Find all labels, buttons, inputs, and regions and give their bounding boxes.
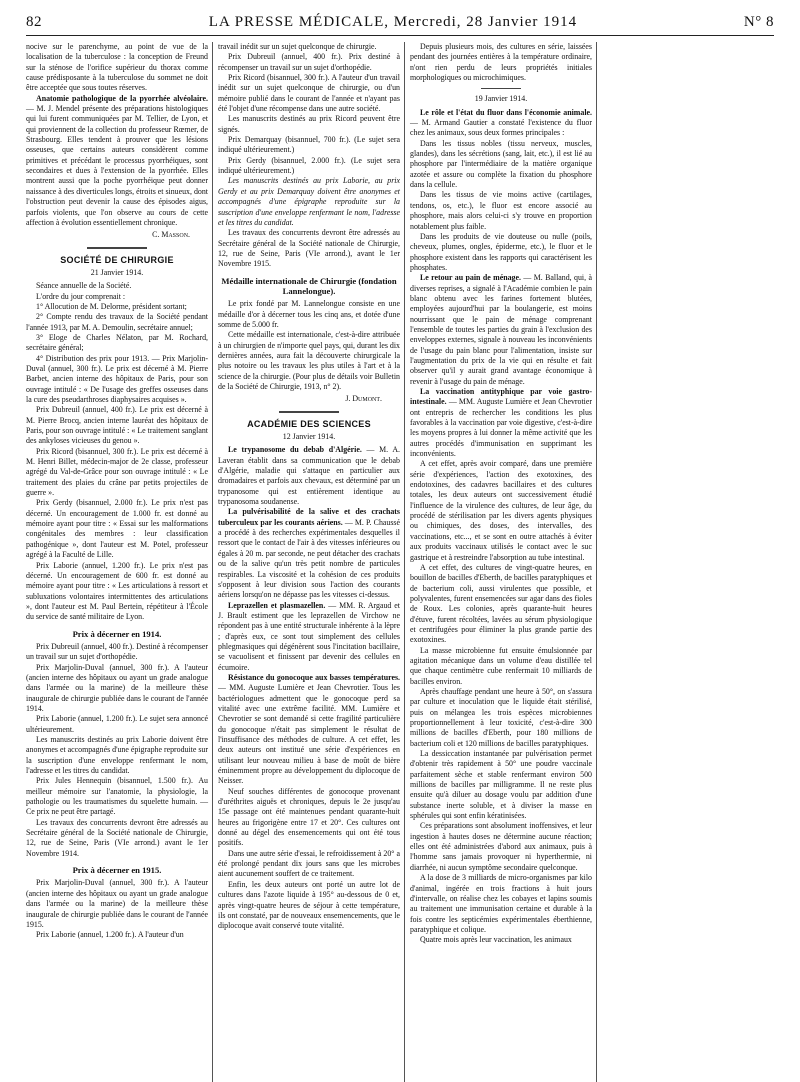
paragraph: Prix Demarquay (bisannuel, 700 fr.). (Le sujet sera indiqué ultérieurement.) [218,135,400,155]
agenda-item: 3° Eloge de Charles Nélaton, par M. Rochard, secrétaire général; [26,332,208,353]
section-divider [279,411,339,413]
paragraph: Après chauffage pendant une heure à 50°, on s'assura par culture et inoculation que le liquide était stérilisé, puis on mélangea les trois espèces microbiennes proportionnellement à leur toxicité, c'est-à-dire 300 millions de bacilles d'Eberth, pour 180 millions de bacterium coli et 120 millions de bacilles paratyphiques. [410,686,592,748]
article-title: Anatomie pathologique de la pyorrhée alvéolaire. [36,93,208,103]
paragraph: L'ordre du jour comprenait : [36,291,126,301]
paragraph: Le prix fondé par M. Lannelongue consiste en une médaille d'or à décerner tous les cinq ans, et dotée d'une somme de 5.000 fr. [218,299,400,329]
paragraph: — M. A. Laveran établit dans sa communication que le debab d'Algérie, maladie qui s'attaque en particulier aux dromadaires et parfois aux chevaux, est déterminé par un trypanosome qui est entièrement identique au trypanosoma soudanense. [218,445,400,507]
paragraph: Prix Gerdy (bisannuel, 2.000 fr.). (Le sujet sera indiqué ultérieurement.) [218,155,400,176]
issue-number: N° 8 [743,14,774,30]
paragraph: Prix Marjolin-Duval (annuel, 300 fr.). A l'auteur (ancien interne des hôpitaux ou ayant un grade analogue dans l'armée ou la marine) de la meilleure thèse inaugurale de chirurgie publiée dans le courant de l'année 1914. [26,662,208,713]
paragraph: Les manuscrits destinés au prix Laborie doivent être anonymes et accompagnés d'une épigraphe reproduite sur la suscription d'une enveloppe renfermant le nom, l'adresse et les titres du candidat. [26,735,208,776]
paragraph: Prix Gerdy (bisannuel, 2.000 fr.). Le prix n'est pas décerné. Un encouragement de 1.000 fr. est donné au mémoire ayant pour titre : « Essai sur les malformations congénitales des membres : leur classification pathogénique », dont l'auteur est M. Potel, professeur agrégé à la Faculté de Lille. [26,498,208,560]
paragraph: Prix Dubreuil (annuel, 400 fr.). Destiné à récompenser un travail sur un sujet d'orthopédie. [26,641,208,662]
page-number: 82 [26,14,42,30]
paragraph: Prix Dubreuil (annuel, 400 fr.). Le prix est décerné à M. Pierre Brocq, ancien interne lauréat des hôpitaux de Paris, pour son ouvrage intitulé : « Le traitement sanglant des ankyloses vicieuses du genou ». [26,405,208,446]
paragraph: Dans une autre série d'essai, le refroidissement à 20° a été prolongé pendant dix jours sans que les microbes aient aucunement souffert de ce traitement. [218,848,400,879]
session-date: 19 Janvier 1914. [474,94,528,104]
paragraph: Dans les tissus de vie moins active (cartilages, tendons, os, etc.), le fluor est encore associé au phosphore, mais alors celui-ci s'y trouve en proportion notablement plus faible. [410,190,592,231]
article-title: Le retour au pain de ménage. [420,273,521,283]
session-date: 12 Janvier 1914. [282,432,336,442]
paragraph: Prix Jules Hennequin (bisannuel, 1.500 fr.). Au meilleur mémoire sur l'anatomie, la physiologie, la pathologie ou les traumatismes du squelette humain. — Ce prix ne peut être partagé. [26,776,208,817]
paragraph: — MM. Auguste Lumière et Jean Chevrotier. Tous les bactériologues admettent que le gonocoque perd sa vitalité avec une extrême facilité. MM. Lumière et Chevrotier se sont demandé si cette fragilité particulière du gonocoque n'était pas simplement le résultat de l'insuffisance des méthodes de culture. A cet effet, les deux auteurs ont institué une série d'expériences en utilisant leur nouveau milieu à base de moût de bière éminemment propre au développement du diplocoque de Neisser. [218,683,400,786]
section-heading: SOCIÉTÉ DE CHIRURGIE [60,254,174,265]
article-title: La pulvérisabilité de la salive et des crachats tuberculeux par les courants aériens. [218,507,400,527]
agenda-item: 4° Distribution des prix pour 1913. — Prix Marjolin-Duval (annuel, 300 fr.). Le prix est décerné à M. Pierre Barbet, ancien interne des hôpitaux de Paris, pour son ouvrage intitulé : « De l'usage des greffes osseuses dans la cure des pseudarthroses diaphysaires acquises ». [26,353,208,404]
header-rule [26,35,774,36]
column-2 [218,42,400,1082]
paragraph: Quatre mois après leur vaccination, les animaux [420,935,572,945]
paragraph: — M. J. Mendel présente des préparations histologiques qui lui furent communiquées par M. Tellier, de Lyon, et qui proviennent de la collection du professeur Rœmer, de Strasbourg. Elles tendent à prouver que les lésions osseuses, que certains auteurs considèrent comme primitives et précédant le processus pyorrhéiques, sont secondaires et dues à l'extension de la pyorrhée. Elles montrent aussi que la poche pyorrhéique peut donner naissance à des diverticules longs, étroits et sinueux, dont l'obstruction peut devenir la cause des épisodes aigus, parfois violents, que l'on observe au cours de cette affection à évolution essentiellement chronique. [26,104,208,227]
session-date: 21 Janvier 1914. [90,267,144,277]
section-divider [87,247,147,249]
paragraph: Dans les produits de vie douteuse ou nulle (poils, cheveux, plumes, ongles, épiderme, etc.), le fluor et le phosphore existent dans les rapports qui caractérisent les phosphates. [410,231,592,272]
paragraph: — MM. R. Argaud et J. Brault estiment que les leprazellen de Virchow ne répondent pas à une entité structurale inhérente à la lèpre ; d'après eux, ce sont tout simplement des cellules phlegmasiques qui dégénèrent sous l'incitation bacillaire, se vacuolisent et finissent par devenir des cellules en écumoire. [218,600,400,672]
subsection-heading: Médaille internationale de Chirurgie (fondation Lannelongue). [221,275,397,296]
paragraph: Neuf souches différentes de gonocoque provenant d'uréthrites aiguës et chroniques, depuis le 2e jusqu'au 15e passage ont été maintenues pendant quarante-huit heures au frigorigène entre 17 et 20°. Ces cultures ont donné au dégel des ensemencements qui ont été tous positifs. [218,786,400,848]
section-heading: ACADÉMIE DES SCIENCES [247,418,371,429]
paragraph: A cet effet, des cultures de vingt-quatre heures, en bouillon de bacilles d'Eberth, de bacilles paratyphiques et de bacterium coli, aussi virulentes que possible, et polyvalentes, furent ensemencées sur agar dans des fioles de Roux. Les colonies, après quarante-huit heures d'étuve, furent récoltées, lavées au sérum physiologique et centrifugées pour éliminer la plus grande partie des exotoxines. [410,562,592,645]
agenda-item: 1° Allocution de M. Delorme, président sortant; [36,301,187,311]
paragraph: Les manuscrits destinés au prix Laborie, au prix Gerdy et au prix Demarquay doivent être anonymes et accompagnés d'une épigraphe reproduite sur la suscription d'une enveloppe renfermant le nom, l'adresse et les titres du candidat. [218,176,400,227]
paragraph: Prix Laborie (annuel, 1.200 fr.). Le sujet sera annoncé ultérieurement. [26,714,208,734]
journal-title: LA PRESSE MÉDICALE, Mercredi, 28 Janvier 1914 [208,14,578,30]
paragraph: travail inédit sur un sujet quelconque de chirurgie. [218,42,377,51]
paragraph: Enfin, les deux auteurs ont porté un autre lot de cultures dans l'azote liquide à 195° au-dessous de 0 et, après vingt-quatre heures de séjour à cette température, ils ont constaté, par de nouveaux ensemencements, que le diplocoque avait conservé toute vitalité. [218,879,400,931]
divider [481,88,521,89]
paragraph: Les manuscrits destinés au prix Ricord peuvent être signés. [218,114,400,134]
paragraph: Prix Ricord (bisannuel, 300 fr.). A l'auteur d'un travail inédit sur un sujet quelconque de chirurgie, ou d'un mémoire publié dans le courant de l'année et n'ayant pas été l'objet d'une récompense dans une autre société. [218,73,400,114]
paragraph: Dans les tissus nobles (tissu nerveux, muscles, glandes), dans les sécrétions (sang, lait, etc.), il est lié au phosphore par l'intermédiaire de la matière organique azotée et assure ou complète la fixation du phosphore dans la cellule. [410,138,592,190]
page-header [26,14,774,31]
column-1 [26,42,208,1082]
paragraph: La dessiccation instantanée par pulvérisation permet d'obtenir très rapidement à 50° une poudre vaccinale parfaitement sèche et stable renfermant environ 500 millions de bacilles par milligramme. Il ne reste plus ensuite qu'à diluer au dosage voulu par addition d'une substance inerte soluble, et à diviser la masse en sphérules qui sont enfin kératinisées. [410,749,592,821]
article-title: La vaccination antityphique par voie gastro-intestinale. [410,387,592,407]
paragraph: Prix Ricord (bisannuel, 300 fr.). Le prix est décerné à M. Henri Billet, médecin-major de 2e classe, professeur agrégé du Val-de-Grâce pour son ouvrage intitulé : « Le traitement des plaies du crâne par petits projectiles de guerre ». [26,446,208,498]
paragraph: — M. Balland, qui, à diverses reprises, a signalé à l'Académie combien le pain blanc obtenu avec les farines fortement blutées, employées aujourd'hui par la boulangerie, est moins nourrissant que le pain de ménage comprenant l'ensemble de toutes les parties du grain à l'exclusion des enveloppes externes, signale à nouveau les inconvénients de l'usage du pain blanc pour l'alimentation, insiste sur l'augmentation du prix de la vie qui en résulte et fait observer qu'il y aurait grand avantage économique à revenir à l'usage du pain de ménage. [410,273,593,386]
agenda-item: 2° Compte rendu des travaux de la Société pendant l'année 1913, par M. A. Demoulin, secrétaire annuel; [26,312,208,332]
paragraph: Depuis plusieurs mois, des cultures en série, laissées pendant des journées entières à la température ordinaire, n'ont rien perdu de leurs propriétés initiales morphologiques ou microchimiques. [410,42,592,83]
column-3 [410,42,592,1082]
paragraph: — M. Armand Gautier a constaté l'existence du fluor chez les animaux, sous deux formes principales : [410,118,592,138]
paragraph: Ces préparations sont absolument inoffensives, et leur ingestion à hautes doses ne détermine aucune réaction; elles ont été administrées d'abord aux animaux, puis à l'homme sans jamais provoquer ni hyperthermie, ni diarrhée, ni aucun symptôme secondaire quelconque. [410,821,592,872]
columns [26,42,774,1082]
subsection-heading: Prix à décerner en 1914. [72,628,162,639]
paragraph: La masse microbienne fut ensuite émulsionnée par agitation mécanique dans un volume d'eau distillée tel que chaque centimètre cube renfermait 10 milliards de bacilles environ. [410,645,592,686]
paragraph: Cette médaille est internationale, c'est-à-dire attribuée à un chirurgien de n'importe quel pays, qui, durant les dix dernières années, aura fait la découverte chirurgicale la plus notoire ou les travaux les plus utiles à l'art et à la science de la chirurgie. (Pour plus de détails voir Bulletin de la Société de Chirurgie, 1913, n° 2). [218,330,400,391]
paragraph: Prix Marjolin-Duval (annuel, 300 fr.). A l'auteur (ancien interne des hôpitaux ou ayant un grade analogue dans l'armée ou la marine) de la meilleure thèse inaugurale de chirurgie publiée dans le courant de l'année 1915. [26,878,208,929]
paragraph: Prix Laborie (annuel, 1.200 fr.). Le prix n'est pas décerné. Un encouragement de 600 fr. est donné au mémoire ayant pour titre : « Les articulations à ressort et subluxations volontaires intermittentes des articulations », dont l'auteur est M. Paul Bertein, répétiteur à l'École du service de santé militaire de Lyon. [26,560,208,622]
paragraph: — M. P. Chaussé a procédé à des recherches expérimentales desquelles il ressort que le contact de l'air à des vitesses inférieures ou égales à 20 m. par seconde, ne peut détacher des crachats ou de la salive qu'un très petit nombre de particules respirables. La viscosité et la cohésion de ces produits s'opposent à leur division sous l'action des courants aériens lorsqu'on ne dépasse pas les vitesses ci-dessus. [218,517,400,600]
signature: C. Masson. [152,230,190,240]
signature: J. Dumont. [345,394,382,404]
article-title: Résistance du gonocoque aux basses températures. [228,672,400,682]
paragraph: Prix Dubreuil (annuel, 400 fr.). Prix destiné à récompenser un travail sur un sujet d'orthopédie. [218,52,400,72]
article-title: Leprazellen et plasmazellen. [228,600,326,610]
paragraph: Les travaux des concurrents devront être adressés au Secrétaire général de la Société nationale de Chirurgie, 12, rue de Seine, Paris (VIe arrond.), avant le 1er Novembre 1915. [218,228,400,269]
paragraph: A cet effet, après avoir comparé, dans une première série d'expériences, l'action des exotoxines, des endotoxines, des cadavres bacillaires et des cultures totales, les deux auteurs ont successivement étudié l'influence de la virulence des cultures, de leur âge, du procédé de stérilisation par les divers agents physiques ou chimiques, des doses, des intervalles, des vaccinations, etc..., et se sont en outre attachés à éviter aux produits vaccinaux utilisés le contact avec le suc gastrique et à restreindre l'absorption au tube intestinal. [410,459,592,562]
subsection-heading: Prix à décerner en 1915. [72,865,162,876]
paragraph: nocive sur le parenchyme, au point de vue de la localisation de la tuberculose : la conception de Freund sur la sténose de l'orifice supérieur du thorax comme cause prédisposante à la tuberculose du sommet ne doit être acceptée que sous toutes réserves. [26,42,208,93]
paragraph: Prix Laborie (annuel, 1.200 fr.). A l'auteur d'un [36,930,184,940]
article-title: Le trypanosome du debab d'Algérie. [228,445,362,455]
article-title: Le rôle et l'état du fluor dans l'économie animale. [420,107,592,117]
paragraph: A la dose de 3 milliards de micro-organismes par kilo d'animal, ingérée en trois fractions à huit jours d'intervalle, on réalise chez les cobayes et lapins soumis au traitement une immunisation certaine et durable à la fois contre les septicémies expérimentales éberthienne, paratyphique et colique. [410,873,592,934]
paragraph: Séance annuelle de la Société. [36,281,132,291]
paragraph: — MM. Auguste Lumière et Jean Chevrotier ont entrepris de rechercher les conditions les plus favorables à la vaccination par voie digestive, c'est-à-dire les moyens propres à lui donner la même activité que les autres procédés d'immunisation en supprimant les inconvénients. [410,397,593,459]
paragraph: Les travaux des concurrents devront être adressés au Secrétaire général de la Société nationale de Chirurgie, 12, rue de Seine, Paris (VIe arrond.) avant le 1er Novembre 1914. [26,817,208,858]
